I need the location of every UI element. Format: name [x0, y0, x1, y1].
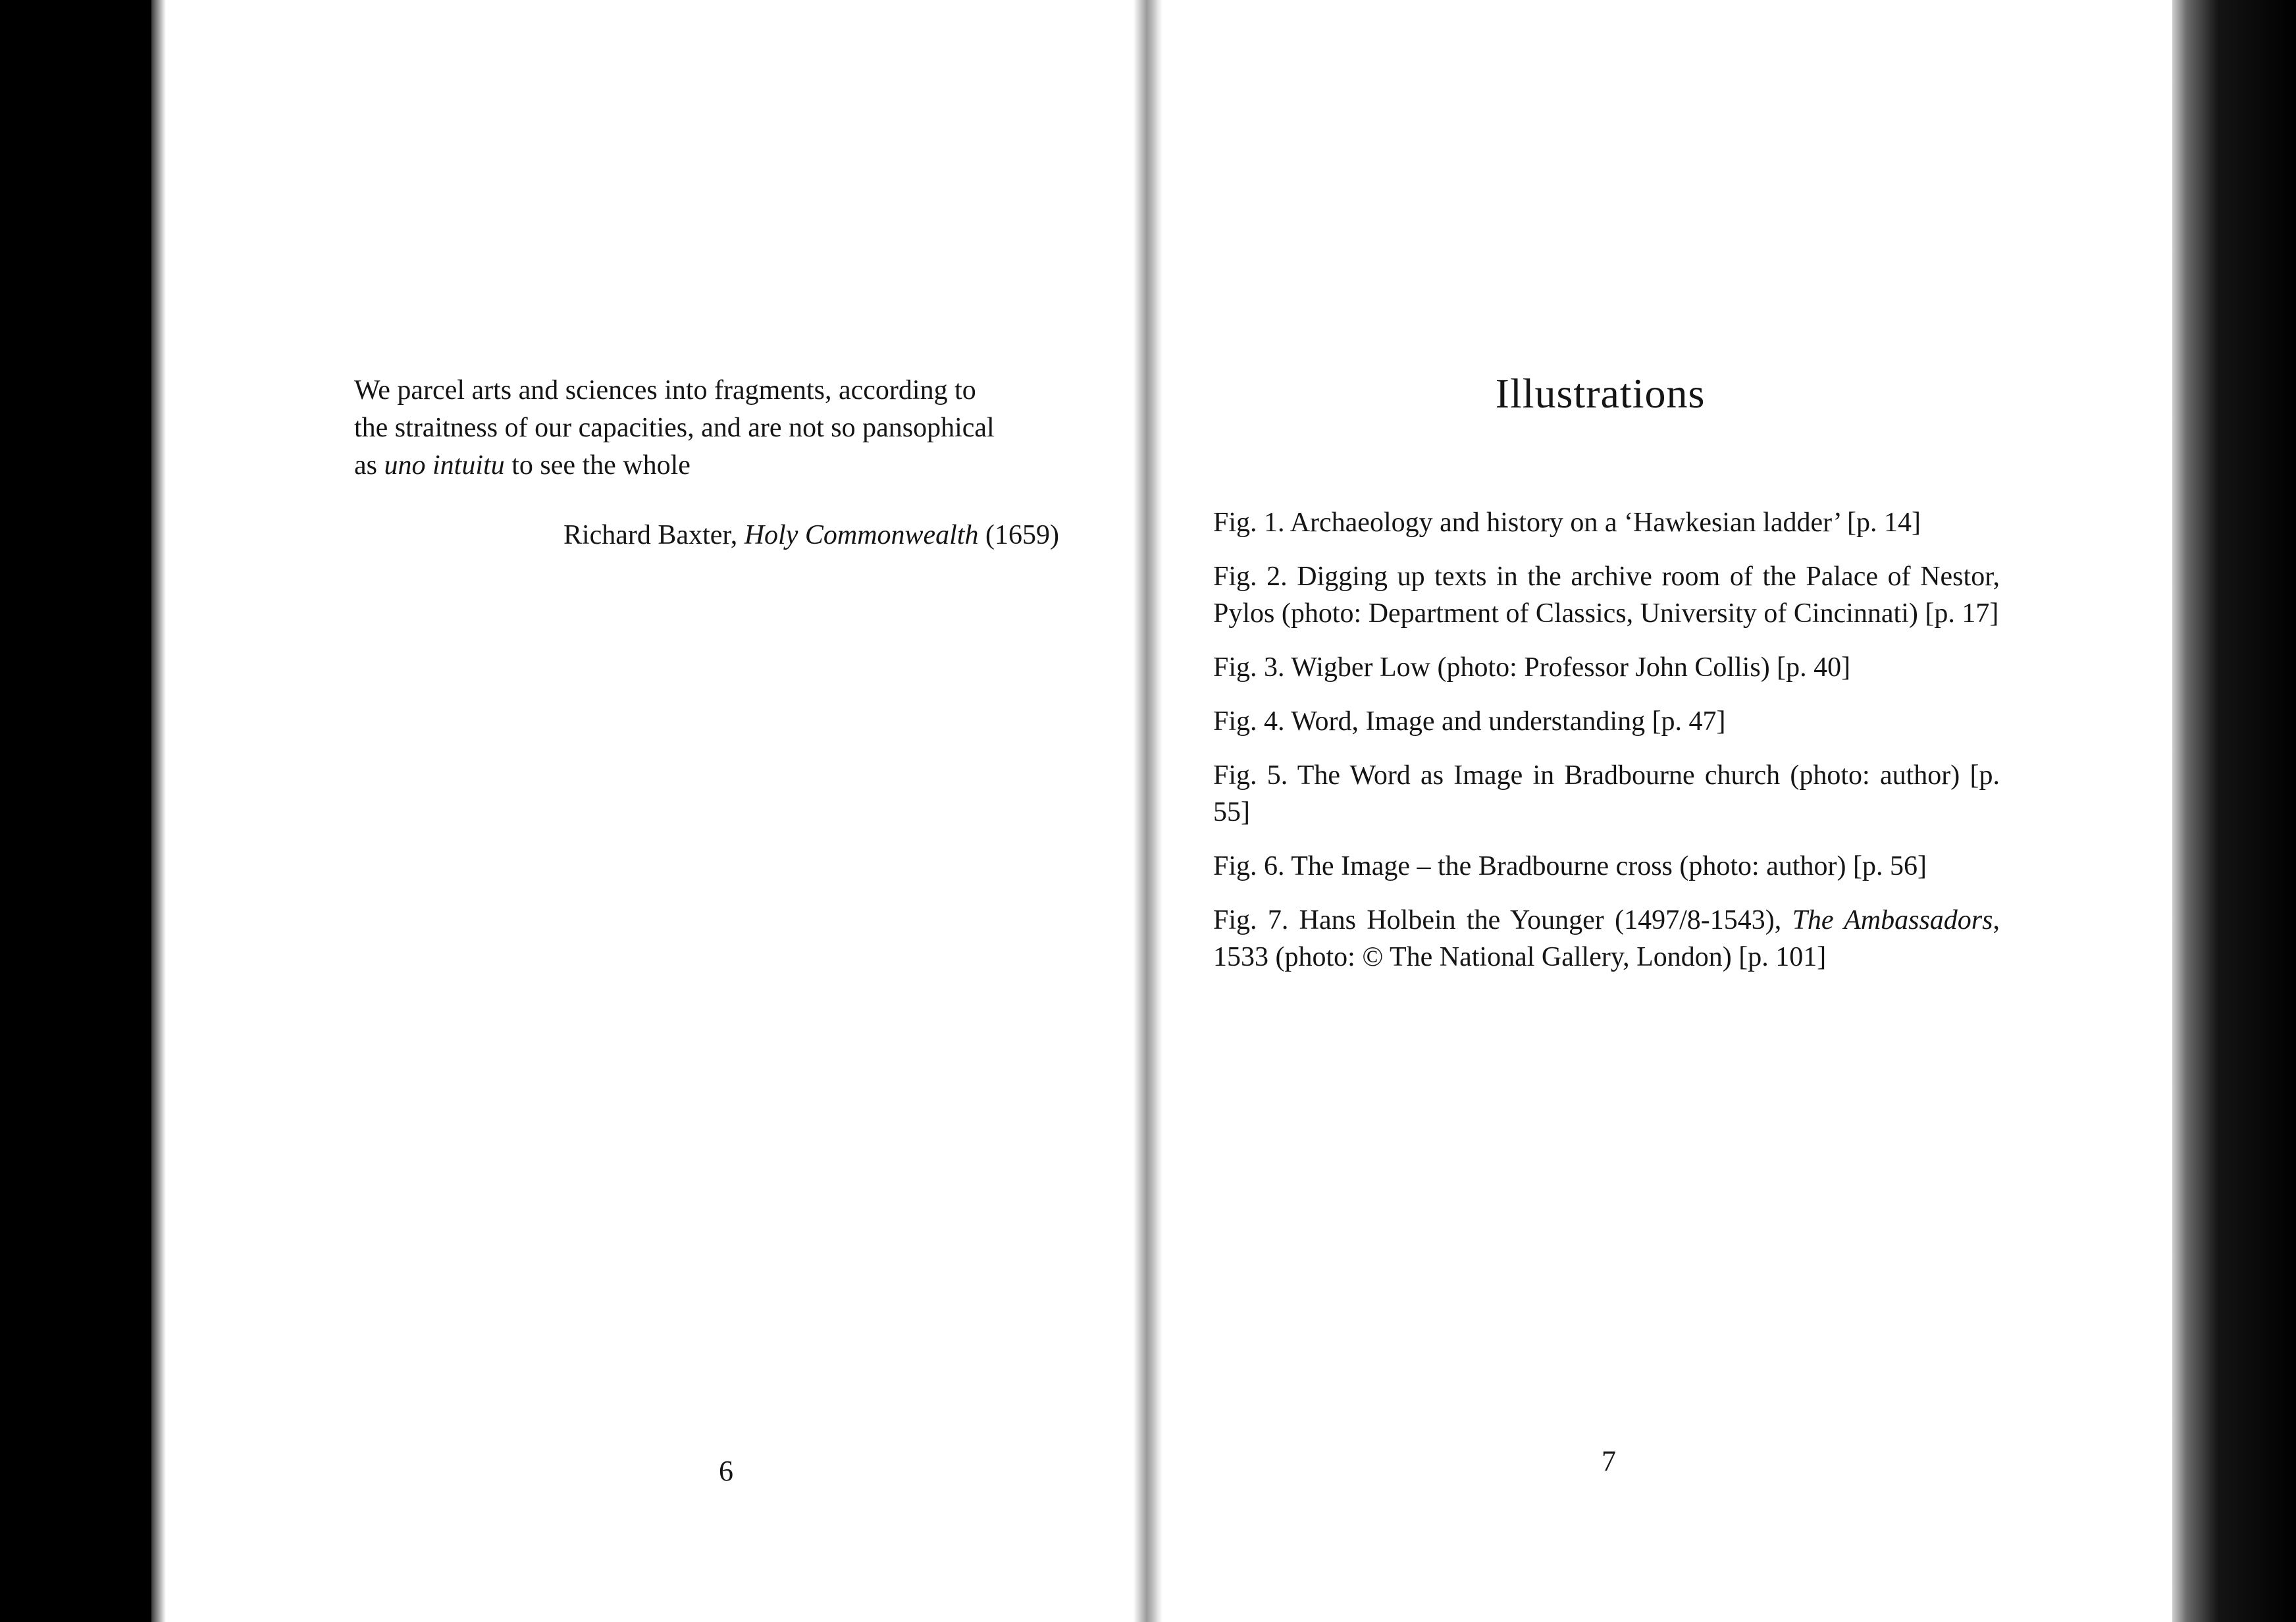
book-gutter — [1134, 0, 1162, 1622]
figure-entry: Fig. 5. The Word as Image in Bradbourne church (photo: author) [p. 55] — [1213, 760, 2000, 827]
epigraph-line: the straitness of our capacities, and are not so pansophical — [354, 413, 995, 443]
figure-entry: Fig. 2. Digging up texts in the archive room of the Palace of Nestor, Pylos (photo: Department of Classics, University of Cincinnati) [p. 17] — [1213, 562, 2000, 629]
illustrations-list — [1213, 504, 2000, 993]
figure-entry: Fig. 4. Word, Image and understanding [p. 47] — [1213, 706, 1726, 737]
right-scan-border — [2172, 0, 2296, 1622]
figure-entry: Fig. 3. Wigber Low (photo: Professor John Collis) [p. 40] — [1213, 652, 1851, 683]
attribution-year: (1659) — [978, 520, 1059, 550]
figure-entry: Fig. 1. Archaeology and history on a ‘Hawkesian ladder’ [p. 14] — [1213, 508, 1921, 538]
epigraph-line: We parcel arts and sciences into fragments, according to — [354, 375, 976, 406]
figure-7-suffix: , 1533 (photo: © The National Gallery, London) [p. 101] — [1213, 905, 2000, 972]
page-number-left: 6 — [719, 1455, 733, 1487]
figure-7-artwork-title: The Ambassadors — [1792, 905, 1993, 935]
epigraph-latin-phrase: uno intuitu — [384, 450, 505, 481]
page-title: Illustrations — [1495, 370, 1706, 417]
left-page — [166, 0, 1134, 1622]
epigraph-line-prefix: as — [354, 450, 384, 481]
right-page — [1162, 0, 2172, 1622]
attribution-author: Richard Baxter, — [563, 520, 744, 550]
figure-7-prefix: Fig. 7. Hans Holbein the Younger (1497/8-1543), — [1213, 905, 1792, 935]
attribution-work-title: Holy Commonwealth — [744, 520, 979, 550]
epigraph-attribution — [563, 517, 1059, 554]
left-scan-border — [0, 0, 157, 1622]
epigraph-quote — [354, 372, 1249, 484]
page-number-right: 7 — [1602, 1445, 1616, 1477]
figure-entry: Fig. 6. The Image – the Bradbourne cross (photo: author) [p. 56] — [1213, 851, 1927, 881]
left-page-edge-shadow — [151, 0, 166, 1622]
figure-entry — [1213, 902, 2000, 976]
epigraph-line-suffix: to see the whole — [504, 450, 691, 481]
